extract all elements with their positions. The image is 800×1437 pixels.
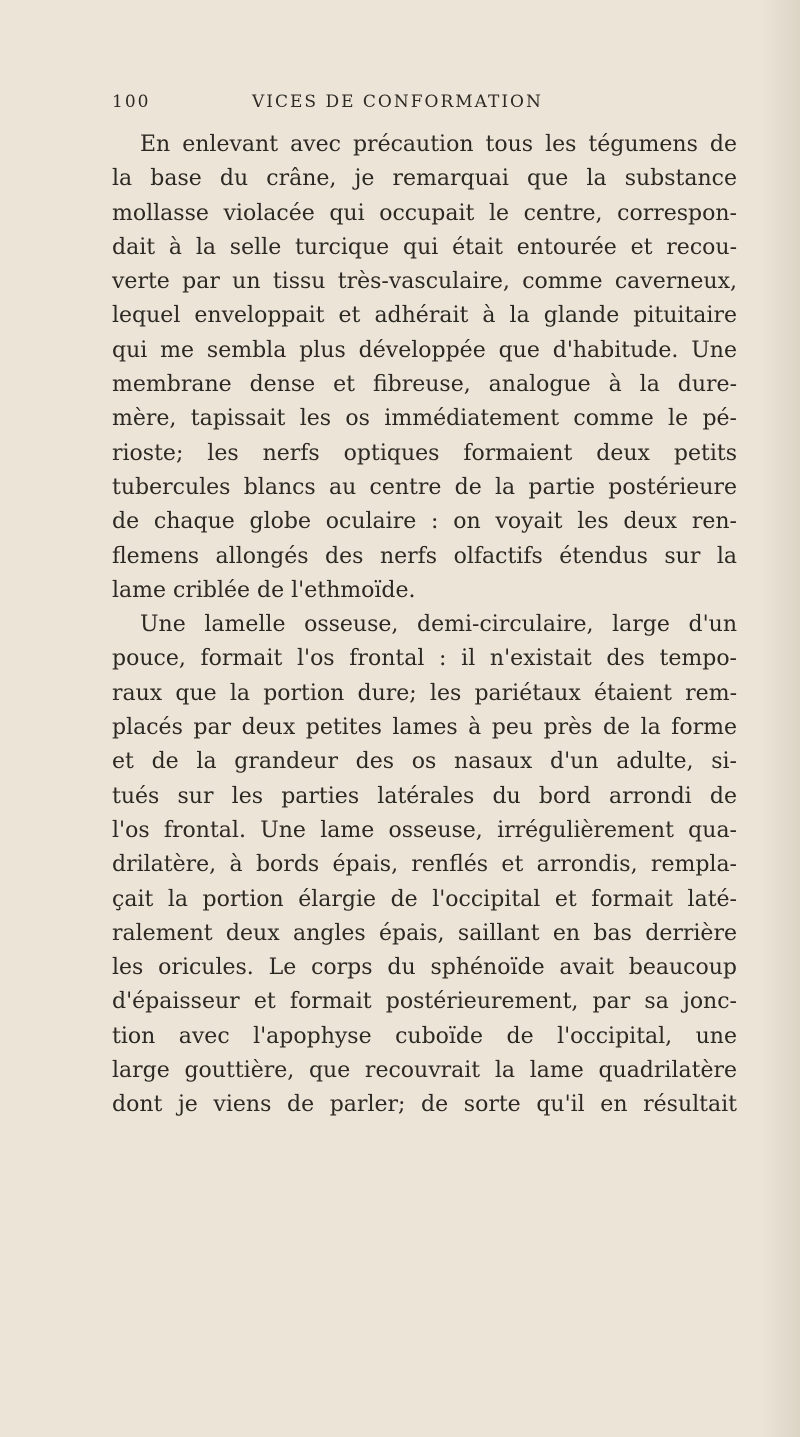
text-line: raux que la portion dure; les pariétaux étaient rem- bbox=[112, 680, 737, 706]
text-line: mère, tapissait les os immédiatement comme le pé- bbox=[112, 406, 737, 432]
text-line: pouce, formait l'os frontal : il n'existait des tempo- bbox=[112, 646, 737, 672]
text-line: large gouttière, que recouvrait la lame quadrilatère bbox=[112, 1058, 737, 1084]
text-line: drilatère, à bords épais, renflés et arrondis, rempla- bbox=[112, 852, 737, 878]
text-line: flemens allongés des nerfs olfactifs étendus sur la bbox=[112, 543, 737, 569]
text-line: qui me sembla plus développée que d'habitude. Une bbox=[112, 337, 737, 363]
paragraph bbox=[112, 128, 737, 608]
page-number: 100 bbox=[112, 92, 151, 112]
running-head: VICES DE CONFORMATION bbox=[252, 92, 543, 112]
body-text bbox=[112, 128, 737, 1123]
text-line: la base du crâne, je remarquai que la substance bbox=[112, 166, 737, 192]
text-line: tués sur les parties latérales du bord arrondi de bbox=[112, 783, 737, 809]
text-line: placés par deux petites lames à peu près de la forme bbox=[112, 715, 737, 741]
text-line: les oricules. Le corps du sphénoïde avait beaucoup bbox=[112, 955, 737, 981]
text-line: mollasse violacée qui occupait le centre, correspon- bbox=[112, 200, 737, 226]
text-line: tion avec l'apophyse cuboïde de l'occipital, une bbox=[112, 1023, 737, 1049]
text-line: lame criblée de l'ethmoïde. bbox=[112, 577, 416, 603]
text-line: d'épaisseur et formait postérieurement, par sa jonc- bbox=[112, 989, 737, 1015]
page-edge-shadow bbox=[760, 0, 800, 1437]
paragraph bbox=[112, 608, 737, 1122]
text-line: Une lamelle osseuse, demi-circulaire, large d'un bbox=[140, 612, 737, 638]
text-line: de chaque globe oculaire : on voyait les deux ren- bbox=[112, 509, 737, 535]
text-line: lequel enveloppait et adhérait à la glande pituitaire bbox=[112, 303, 737, 329]
text-line: l'os frontal. Une lame osseuse, irrégulièrement qua- bbox=[112, 817, 737, 843]
text-line: membrane dense et fibreuse, analogue à la dure- bbox=[112, 372, 737, 398]
text-line: et de la grandeur des os nasaux d'un adulte, si- bbox=[112, 749, 737, 775]
text-line: dait à la selle turcique qui était entourée et recou- bbox=[112, 234, 737, 260]
text-line: ralement deux angles épais, saillant en bas derrière bbox=[112, 920, 737, 946]
text-line: rioste; les nerfs optiques formaient deux petits bbox=[112, 440, 737, 466]
text-line: verte par un tissu très-vasculaire, comme caverneux, bbox=[112, 269, 737, 295]
text-line: En enlevant avec précaution tous les tégumens de bbox=[140, 132, 737, 157]
text-line: dont je viens de parler; de sorte qu'il en résultait bbox=[112, 1092, 737, 1118]
text-line: tubercules blancs au centre de la partie postérieure bbox=[112, 474, 737, 500]
text-line: çait la portion élargie de l'occipital et formait laté- bbox=[112, 886, 737, 912]
